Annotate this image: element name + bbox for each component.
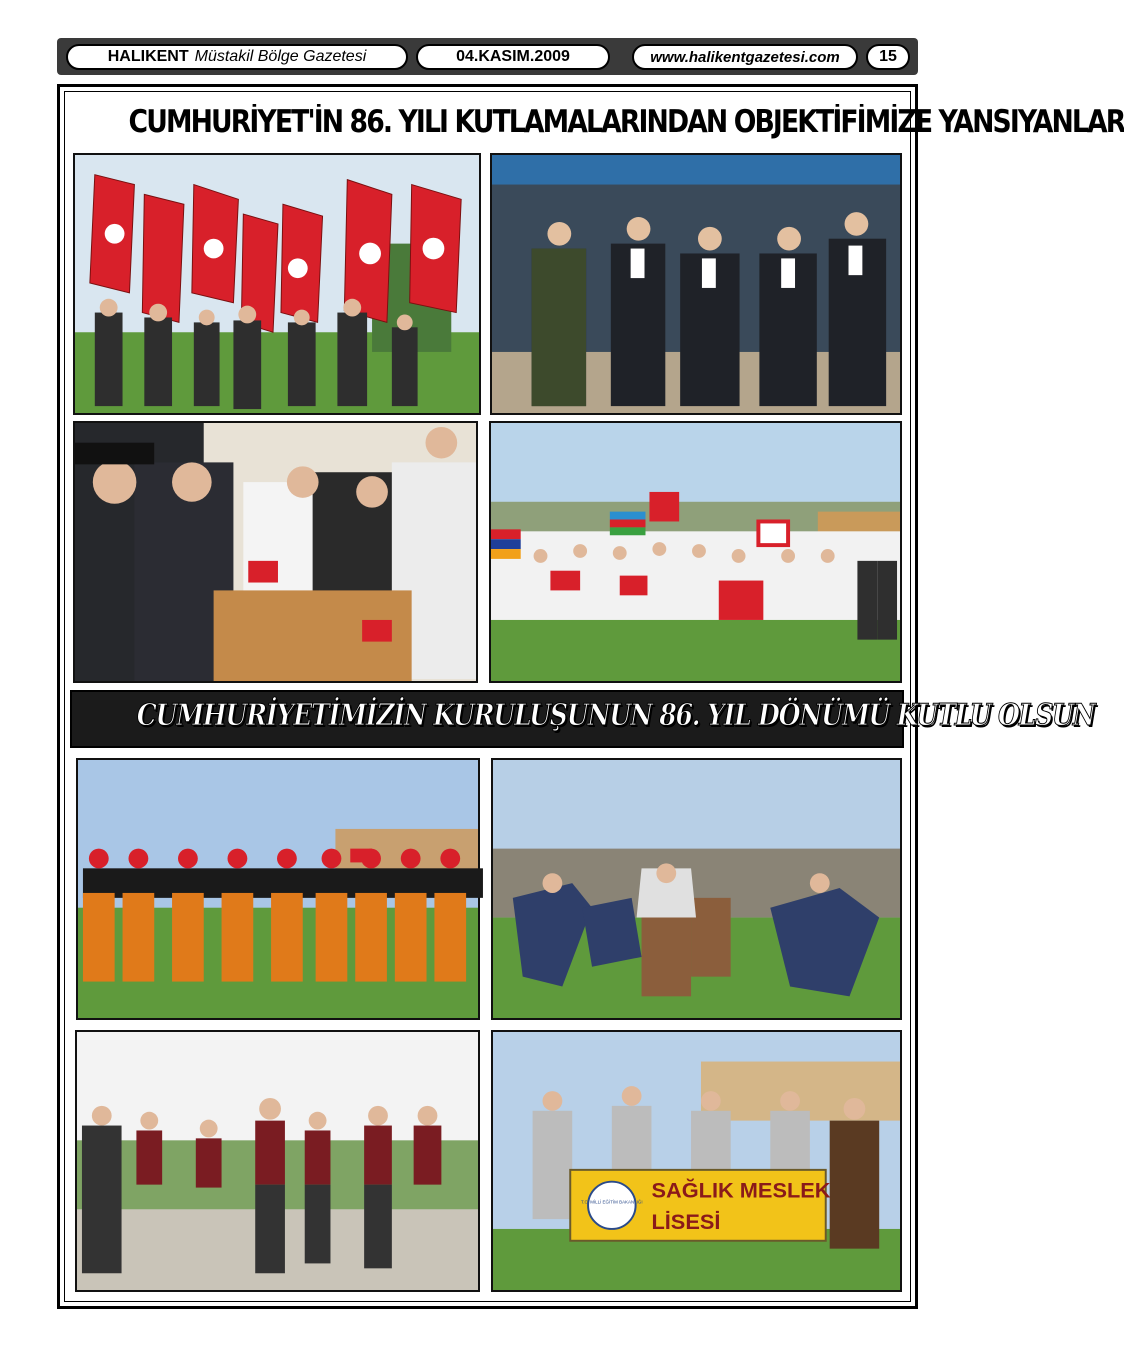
school-name-line2: LİSESİ	[651, 1209, 721, 1234]
photo-folk-dancers	[76, 758, 480, 1020]
photo-exhibition-visit	[73, 421, 478, 683]
ministry-emblem-text: T.C. MİLLİ EĞİTİM BAKANLIĞI	[581, 1199, 643, 1205]
paper-name: HALIKENT	[107, 48, 189, 65]
paper-subtitle: Müstakil Bölge Gazetesi	[194, 48, 367, 65]
newspaper-name	[66, 44, 408, 70]
photo-officials-tribune	[490, 153, 902, 415]
page-number: 15	[866, 44, 910, 70]
celebration-banner-text: CUMHURİYETİMİZİN KURULUŞUNUN 86. YIL DÖNÜMÜ KUTLU OLSUN	[136, 698, 1095, 733]
website-link[interactable]: www.halikentgazetesi.com	[632, 44, 858, 70]
photo-students-marching	[75, 1030, 480, 1292]
issue-date: 04.KASIM.2009	[416, 44, 610, 70]
photo-group-with-flags	[489, 421, 902, 683]
photo-kneeling-dancers	[491, 758, 902, 1020]
school-name-line1: SAĞLIK MESLEK	[651, 1177, 831, 1203]
page-headline: CUMHURİYET'İN 86. YILI KUTLAMALARINDAN OBJEKTİFİMİZE YANSIYANLAR	[128, 104, 1124, 140]
photo-school-banner	[491, 1030, 902, 1292]
photo-flag-bearers	[73, 153, 481, 415]
